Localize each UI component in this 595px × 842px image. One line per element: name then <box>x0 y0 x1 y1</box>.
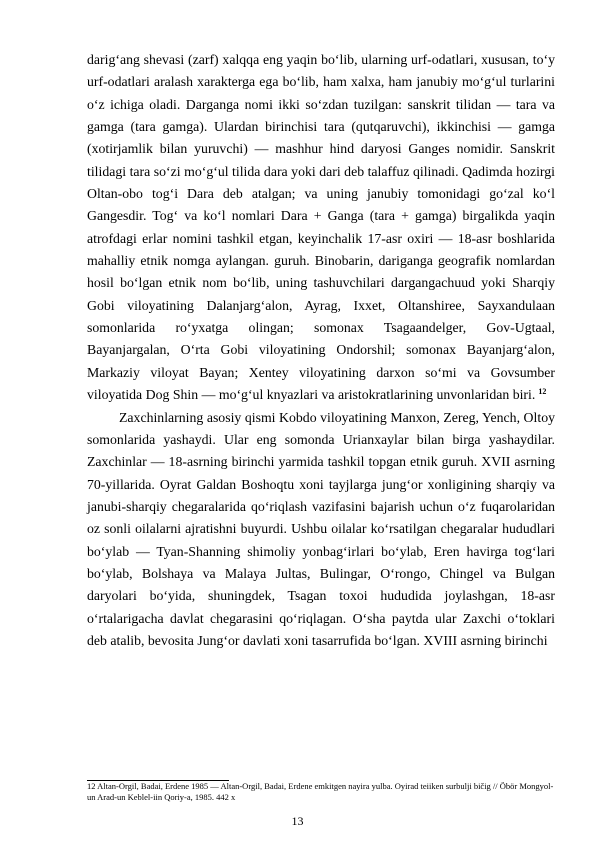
page-number: 13 <box>291 814 304 828</box>
footnote-reference: 12 <box>538 386 547 396</box>
paragraph-darigang <box>87 49 555 407</box>
paragraph-zaxchin: Zaxchinlarning asosiy qismi Kobdo viloyatining Manxon, Zereg, Yench, Oltoy somonlarida yashaydi. Ular eng somonda Urianxaylar bilan birga yashaydilar. Zaxchinlar — 18-asrning birinchi yarmida tashkil topgan etnik guruh. XVII asrning 70-yillarida. Oyrat Galdan Boshoqtu xoni tayjlarga jungʻor xonligining sharqiy va janubi-sharqiy chegaralarida qoʻriqlash vazifasini bajarish uchun oʻz fuqarolaridan oz sonli oilalarni ajratishni buyurdi. Ushbu oilalar koʻrsatilgan chegaralar hududlari boʻylab — Tyan-Shanning shimoliy yonbagʻirlari boʻylab, Eren havirga togʻlari boʻylab, Bolshaya va Malaya Jultas, Bulingar, O‘rongo, Chingel va Bulgan daryolari boʻyida, shuningdek, Tsagan toxoi hududida joylashgan, 18-asr oʻrtalarigacha davlat chegarasini qoʻriqlagan. Oʻsha paytda ular Zaxchi oʻtoklari deb atalib, bevosita Jung‘or davlati xoni tasarrufida bo‘lgan. XVIII asrning birinchi <box>87 409 555 648</box>
body-text <box>87 49 555 652</box>
paragraph-darigang-text: darigʻang shevasi (zarf) xalqqa eng yaqin boʻlib, ularning urf-odatlari, xususan, toʻy urf-odatlari aralash xarakterga ega boʻlib, ham xalxa, ham janubiy moʻgʻul turlarini oʻz ichiga oladi. Darganga nomi ikki soʻzdan tuzilgan: sanskrit tilidan — tara va gamga (tara gamga). Ulardan birinchisi tara (qutqaruvchi), ikkinchisi — gamga (xotirjamlik bilan yuruvchi) — mashhur hind daryosi Ganges nomidir. Sanskrit tilidagi tara soʻzi moʻg‘ul tilida dara yoki dari deb talaffuz qilinadi. Qadimda hozirgi Oltan-obo togʻi Dara deb atalgan; va uning janubiy tomonidagi goʻzal koʻl Gangesdir. Togʻ va koʻl nomlari Dara + Ganga (tara + gamga) birgalikda yaqin atrofdagi erlar nomini tashkil etgan, keyinchalik 17-asr oxiri — 18-asr boshlarida mahalliy etnik nomga aylangan. guruh. Binobarin, dariganga geografik nomlardan hosil boʻlgan etnik nom boʻlib, uning tashuvchilari dargangachuud yoki Sharqiy Gobi viloyatining Dalanjarg‘alon, Ayrag, Ixxet, Oltanshiree, Sayxandulaan somonlarida roʻyxatga olingan; somonax Tsagaandelger, Gov-Ugtaal, Bayanjargalan, Oʻrta Gobi viloyatining Ondorshil; somonax Bayanjarg‘alon, Markaziy viloyat Bayan; Xentey viloyatining darxon soʻmi va Govsumber viloyatida Dog Shin — moʻgʻul knyazlari va aristokratlarining unvonlaridan biri. <box>87 52 555 403</box>
footnote: 12 Altan-Orgil, Badai, Erdene 1985 — Altan-Orgil, Badai, Erdene emkitgen nayira yulba. Oyirad teiiken surbulji bičig // Öbör Mongyol-un Arad-un Keblel-iin Qoriy-a, 1985. 442 x <box>87 781 554 802</box>
